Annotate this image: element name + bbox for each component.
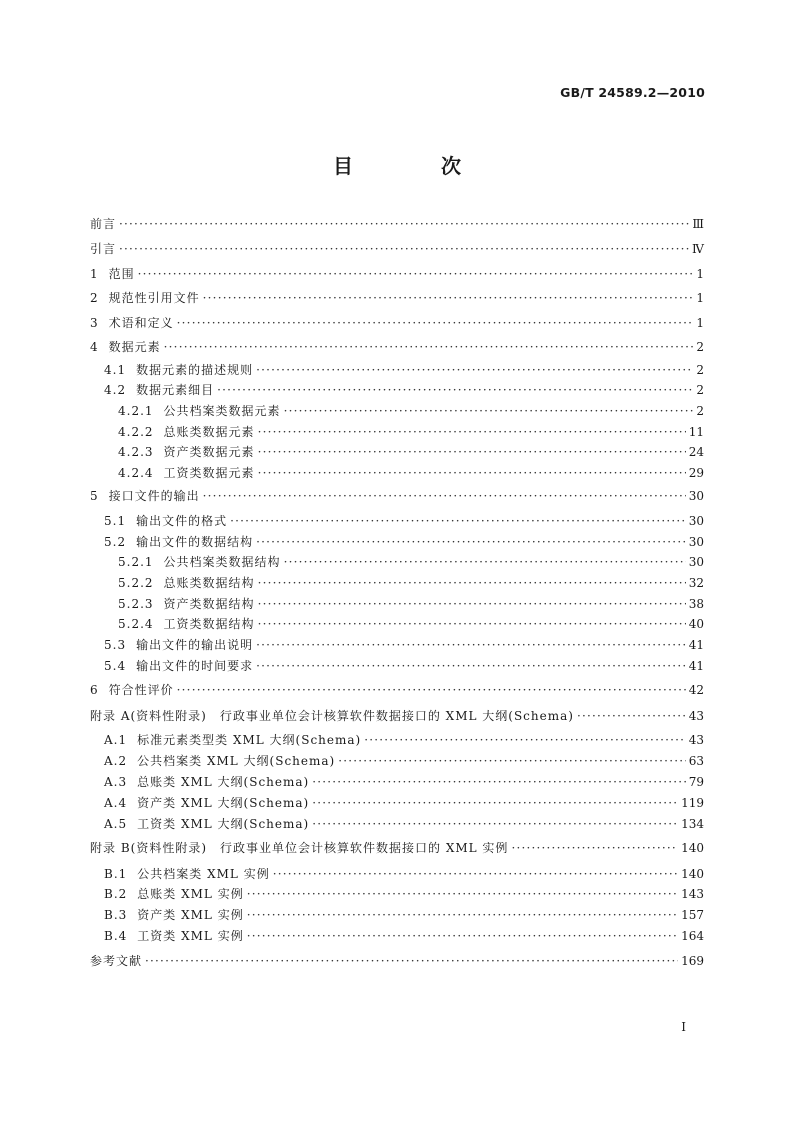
toc-entry-page: 1 — [696, 291, 704, 305]
toc-dot-leader — [247, 929, 678, 943]
toc-entry-number: 4.2.2 — [118, 425, 154, 439]
toc-entry[interactable] — [90, 636, 704, 653]
toc-entry-page: 143 — [681, 887, 704, 901]
page-title: 目 次 — [333, 154, 495, 178]
toc-dot-leader — [338, 754, 685, 768]
toc-entry-page: 169 — [681, 954, 704, 968]
toc-entry-page: 41 — [688, 638, 704, 652]
toc-entry-page: 29 — [688, 466, 704, 480]
toc-entry[interactable] — [90, 443, 704, 460]
toc-entry-page: 134 — [681, 817, 704, 831]
toc-entry[interactable] — [90, 839, 704, 856]
toc-entry-page: 24 — [688, 445, 704, 459]
toc-dot-leader — [256, 659, 686, 673]
toc-entry[interactable] — [90, 215, 704, 232]
toc-entry-number: A.4 — [104, 796, 128, 810]
toc-entry-number: 4 — [90, 340, 99, 354]
toc-entry-number: A.3 — [104, 775, 128, 789]
toc-entry-page: 43 — [688, 733, 704, 747]
toc-entry-title: 资产类数据结构 — [163, 597, 255, 611]
toc-entry-page: 30 — [688, 514, 704, 528]
toc-entry-title: 规范性引用文件 — [108, 291, 200, 305]
toc-entry-page: 41 — [688, 659, 704, 673]
toc-entry-title: 公共档案类数据元素 — [163, 404, 281, 418]
toc-entry-number: B.1 — [104, 867, 128, 881]
toc-entry-number: 5.4 — [104, 659, 127, 673]
toc-entry[interactable] — [90, 265, 704, 282]
toc-dot-leader — [203, 291, 694, 305]
toc-entry-title: 参考文献 — [90, 954, 143, 968]
toc-entry-title: 公共档案类数据结构 — [163, 555, 281, 569]
toc-entry-title: 资产类 XML 实例 — [137, 908, 244, 922]
toc-entry-title: 标准元素类型类 XML 大纲(Schema) — [137, 733, 362, 747]
toc-entry-title: 前言 — [90, 217, 117, 231]
toc-entry-title: 数据元素 — [108, 340, 161, 354]
toc-entry[interactable] — [90, 927, 704, 944]
toc-entry[interactable] — [90, 595, 704, 612]
toc-entry-title: (资料性附录) 行政事业单位会计核算软件数据接口的 XML 大纲(Schema) — [130, 709, 574, 723]
toc-entry-title: 输出文件的数据结构 — [136, 535, 254, 549]
toc-entry-number: B.2 — [104, 887, 128, 901]
toc-entry-number: 5.3 — [104, 638, 127, 652]
toc-dot-leader — [312, 775, 685, 789]
toc-entry-number: 4.2.1 — [118, 404, 154, 418]
toc-entry-title: 资产类数据元素 — [163, 445, 255, 459]
toc-entry-number: 4.2.3 — [118, 445, 154, 459]
toc-entry-title: 公共档案类 XML 大纲(Schema) — [137, 754, 336, 768]
toc-entry-number: 2 — [90, 291, 99, 305]
toc-entry[interactable] — [90, 361, 704, 378]
toc-entry-title: 接口文件的输出 — [108, 489, 200, 503]
toc-entry-page: 38 — [688, 597, 704, 611]
toc-dot-leader — [256, 363, 693, 377]
toc-dot-leader — [284, 555, 686, 569]
toc-entry[interactable] — [90, 794, 704, 811]
toc-entry-number: A.5 — [104, 817, 128, 831]
toc-entry[interactable] — [90, 657, 704, 674]
toc-entry[interactable] — [90, 773, 704, 790]
toc-entry[interactable] — [90, 381, 704, 398]
toc-dot-leader — [247, 908, 678, 922]
toc-entry[interactable] — [90, 952, 704, 969]
toc-entry-title: 术语和定义 — [108, 316, 174, 330]
toc-entry[interactable] — [90, 464, 704, 481]
toc-entry[interactable] — [90, 906, 704, 923]
toc-dot-leader — [364, 733, 685, 747]
toc-dot-leader — [258, 576, 686, 590]
toc-dot-leader — [256, 535, 686, 549]
standard-code: GB/T 24589.2—2010 — [560, 85, 705, 100]
toc-dot-leader — [177, 683, 686, 697]
toc-entry-page: 11 — [688, 425, 704, 439]
toc-entry-number: A.2 — [104, 754, 128, 768]
toc-entry-title: 工资类数据结构 — [163, 617, 255, 631]
toc-entry[interactable] — [90, 707, 704, 724]
toc-entry-title: 总账类数据元素 — [163, 425, 255, 439]
toc-entry[interactable] — [90, 815, 704, 832]
toc-entry-title: 数据元素的描述规则 — [136, 363, 254, 377]
toc-entry-page: 119 — [681, 796, 704, 810]
toc-entry[interactable] — [90, 423, 704, 440]
toc-entry-page: Ⅲ — [692, 217, 704, 231]
toc-entry-page: 2 — [696, 404, 704, 418]
toc-entry-title: 总账类 XML 实例 — [137, 887, 244, 901]
toc-entry[interactable] — [90, 240, 704, 257]
toc-entry-title: 引言 — [90, 242, 117, 256]
toc-entry[interactable] — [90, 314, 704, 331]
toc-dot-leader — [284, 404, 694, 418]
toc-entry-title: 范围 — [108, 267, 135, 281]
toc-entry-number: 5.1 — [104, 514, 127, 528]
toc-entry-title: 符合性评价 — [108, 683, 174, 697]
toc-entry-page: 30 — [688, 489, 704, 503]
toc-entry-number: B.4 — [104, 929, 128, 943]
toc-entry-page: 42 — [688, 683, 704, 697]
toc-entry-page: 79 — [688, 775, 704, 789]
toc-entry-page: 164 — [681, 929, 704, 943]
toc-entry-page: 2 — [696, 383, 704, 397]
toc-entry-page: 157 — [681, 908, 704, 922]
toc-entry-page: 140 — [681, 867, 704, 881]
toc-entry[interactable] — [90, 487, 704, 504]
toc-dot-leader — [119, 242, 689, 256]
toc-entry-number: 5.2.3 — [118, 597, 154, 611]
toc-entry-title: 输出文件的输出说明 — [136, 638, 254, 652]
toc-entry-page: 2 — [696, 340, 704, 354]
toc-entry-number: 4.2 — [104, 383, 127, 397]
toc-entry-title: 工资类 XML 大纲(Schema) — [137, 817, 310, 831]
toc-dot-leader — [312, 817, 678, 831]
toc-dot-leader — [119, 217, 689, 231]
toc-entry-page: 63 — [688, 754, 704, 768]
toc-dot-leader — [273, 867, 678, 881]
toc-dot-leader — [258, 445, 686, 459]
toc-entry[interactable] — [90, 402, 704, 419]
toc-entry-number: 3 — [90, 316, 99, 330]
toc-entry-title: 工资类 XML 实例 — [137, 929, 244, 943]
toc-entry-number: 5.2.2 — [118, 576, 154, 590]
toc-entry-title: 数据元素细目 — [136, 383, 215, 397]
toc-dot-leader — [511, 841, 678, 855]
toc-entry[interactable] — [90, 553, 704, 570]
toc-entry-number: 5.2.1 — [118, 555, 154, 569]
toc-entry-number: 6 — [90, 683, 99, 697]
toc-entry[interactable] — [90, 512, 704, 529]
toc-dot-leader — [138, 267, 694, 281]
toc-dot-leader — [312, 796, 678, 810]
toc-entry-page: 1 — [696, 267, 704, 281]
toc-entry-number: 4.2.4 — [118, 466, 154, 480]
toc-entry-page: 1 — [696, 316, 704, 330]
toc-entry-number: B.3 — [104, 908, 128, 922]
toc-entry[interactable] — [90, 752, 704, 769]
toc-dot-leader — [230, 514, 686, 528]
toc-entry-page: 30 — [688, 555, 704, 569]
toc-entry[interactable] — [90, 865, 704, 882]
toc-entry-page: 2 — [696, 363, 704, 377]
toc-entry[interactable] — [90, 289, 704, 306]
toc-entry-number: 附录 A — [90, 709, 131, 723]
toc-entry-page: 40 — [688, 617, 704, 631]
toc-entry-title: 公共档案类 XML 实例 — [137, 867, 270, 881]
toc-dot-leader — [258, 617, 686, 631]
toc-entry[interactable] — [90, 885, 704, 902]
toc-dot-leader — [258, 425, 686, 439]
toc-entry-page: 43 — [688, 709, 704, 723]
toc-entry-title: 总账类数据结构 — [163, 576, 255, 590]
toc-entry-number: 1 — [90, 267, 99, 281]
toc-dot-leader — [177, 316, 694, 330]
toc-entry-page: 140 — [681, 841, 704, 855]
toc-entry-number: A.1 — [104, 733, 128, 747]
toc-entry-number: 附录 B — [90, 841, 131, 855]
toc-entry-title: 输出文件的格式 — [136, 514, 228, 528]
toc-entry[interactable] — [90, 731, 704, 748]
toc-dot-leader — [247, 887, 678, 901]
toc-entry-title: (资料性附录) 行政事业单位会计核算软件数据接口的 XML 实例 — [130, 841, 509, 855]
toc-entry-page: 32 — [688, 576, 704, 590]
toc-entry[interactable] — [90, 615, 704, 632]
toc-dot-leader — [577, 709, 686, 723]
toc-entry-title: 输出文件的时间要求 — [136, 659, 254, 673]
page-number: I — [681, 1020, 686, 1034]
toc-entry-page: Ⅳ — [692, 242, 704, 256]
toc-entry[interactable] — [90, 574, 704, 591]
toc-entry-title: 资产类 XML 大纲(Schema) — [137, 796, 310, 810]
toc-entry-title: 总账类 XML 大纲(Schema) — [137, 775, 310, 789]
toc-entry-number: 5.2.4 — [118, 617, 154, 631]
toc-dot-leader — [203, 489, 686, 503]
toc-entry[interactable] — [90, 681, 704, 698]
toc-entry-title: 工资类数据元素 — [163, 466, 255, 480]
toc-entry-number: 5.2 — [104, 535, 127, 549]
toc-dot-leader — [164, 340, 694, 354]
toc-dot-leader — [145, 954, 678, 968]
toc-dot-leader — [217, 383, 693, 397]
toc-entry-number: 5 — [90, 489, 99, 503]
toc-entry[interactable] — [90, 338, 704, 355]
toc-entry-page: 30 — [688, 535, 704, 549]
toc-dot-leader — [256, 638, 686, 652]
toc-dot-leader — [258, 466, 686, 480]
toc-entry-number: 4.1 — [104, 363, 127, 377]
toc-entry[interactable] — [90, 533, 704, 550]
toc-dot-leader — [258, 597, 686, 611]
